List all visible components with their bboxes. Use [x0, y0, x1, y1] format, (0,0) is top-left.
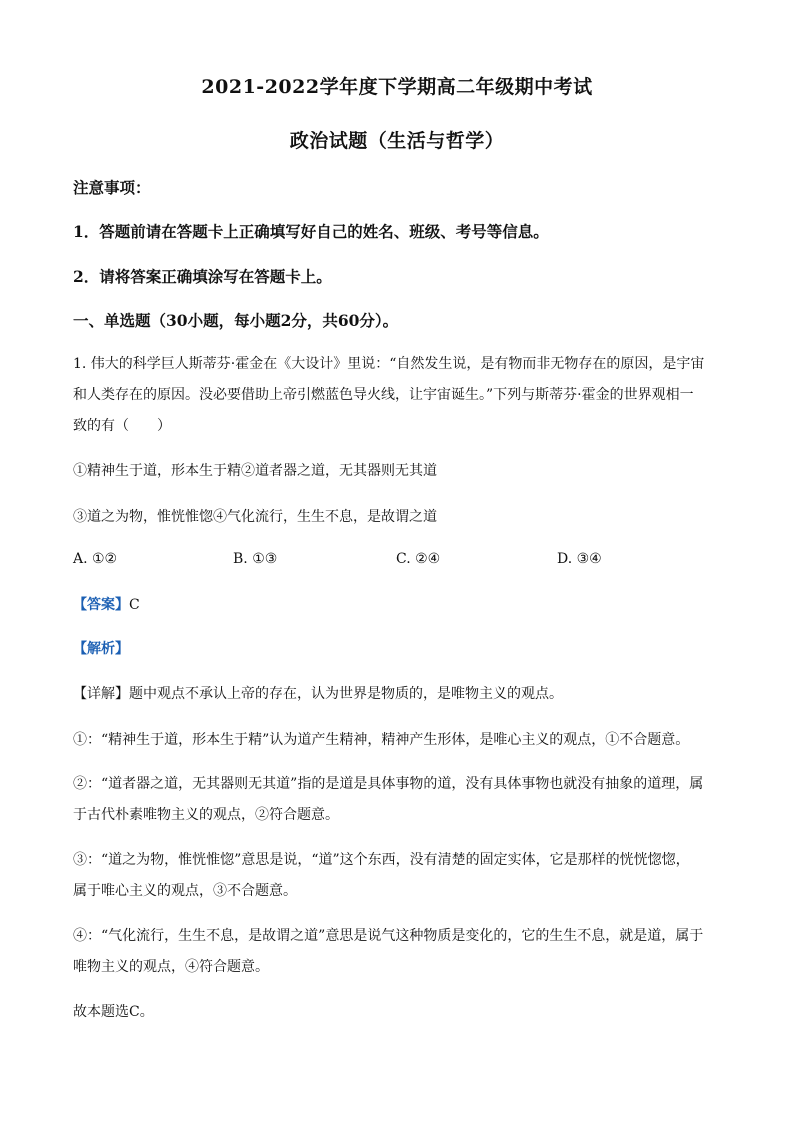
- note-item-1: 1．答题前请在答题卡上正确填写好自己的姓名、班级、考号等信息。: [73, 222, 549, 241]
- detail-paragraph-3-line-2: 属于唯心主义的观点，③不合题意。: [73, 883, 297, 899]
- detail-label: 【详解】: [73, 686, 129, 702]
- question-stem-line-3: 致的有（ ）: [73, 418, 171, 434]
- detail-paragraph-2-line-1: ②：“道者器之道，无其器则无其道”指的是道是具体事物的道，没有具体事物也就没有抽象的道理，属: [73, 776, 704, 792]
- detail-paragraph-3-line-1: ③：“道之为物，惟恍惟惚”意思是说，“道”这个东西，没有清楚的固定实体，它是那样的恍恍惚惚，: [73, 852, 690, 868]
- notes-heading: 注意事项：: [73, 178, 151, 197]
- note-item-2: 2．请将答案正确填涂写在答题卡上。: [73, 267, 332, 286]
- section-heading: 一、单选题（30小题，每小题2分，共60分）。: [73, 311, 399, 330]
- detail-paragraph-4-line-1: ④：“气化流行，生生不息，是故谓之道”意思是说气这种物质是变化的，它的生生不息，就是道，属于: [73, 928, 704, 944]
- statement-line-2: ③道之为物，惟恍惟惚④气化流行，生生不息，是故谓之道: [73, 509, 437, 525]
- question-stem-line-2: 和人类存在的原因。没必要借助上帝引燃蓝色导火线，让宇宙诞生。”下列与斯蒂芬·霍金的世界观相一: [73, 387, 694, 403]
- question-stem-line-1: 1. 伟大的科学巨人斯蒂芬·霍金在《大设计》里说：“自然发生说，是有物而非无物存在的原因，是宇宙: [73, 356, 705, 372]
- detail-paragraph-2-line-2: 于古代朴素唯物主义的观点，②符合题意。: [73, 807, 339, 823]
- option-a: A. ①②: [73, 551, 118, 567]
- option-b: B. ①③: [233, 551, 278, 567]
- detail-intro-line: [73, 684, 723, 704]
- option-c: C. ②④: [396, 551, 441, 567]
- detail-paragraph-1-line-1: ①：“精神生于道，形本生于精”认为道产生精神，精神产生形体，是唯心主义的观点，①不合题意。: [73, 732, 690, 748]
- exam-subtitle: 政治试题（生活与哲学）: [289, 130, 505, 152]
- exam-title: 2021-2022学年度下学期高二年级期中考试: [201, 76, 593, 98]
- analysis-line: [73, 639, 723, 659]
- detail-conclusion: 故本题选C。: [73, 1004, 154, 1020]
- option-d: D. ③④: [557, 551, 602, 567]
- answer-value: C: [129, 597, 140, 613]
- answer-line: [73, 595, 723, 615]
- detail-paragraph-4-line-2: 唯物主义的观点，④符合题意。: [73, 959, 269, 975]
- analysis-label: 【解析】: [73, 641, 129, 657]
- detail-intro: 题中观点不承认上帝的存在，认为世界是物质的，是唯物主义的观点。: [129, 686, 563, 702]
- statement-line-1: ①精神生于道，形本生于精②道者器之道，无其器则无其道: [73, 463, 437, 479]
- answer-label: 【答案】: [73, 597, 129, 613]
